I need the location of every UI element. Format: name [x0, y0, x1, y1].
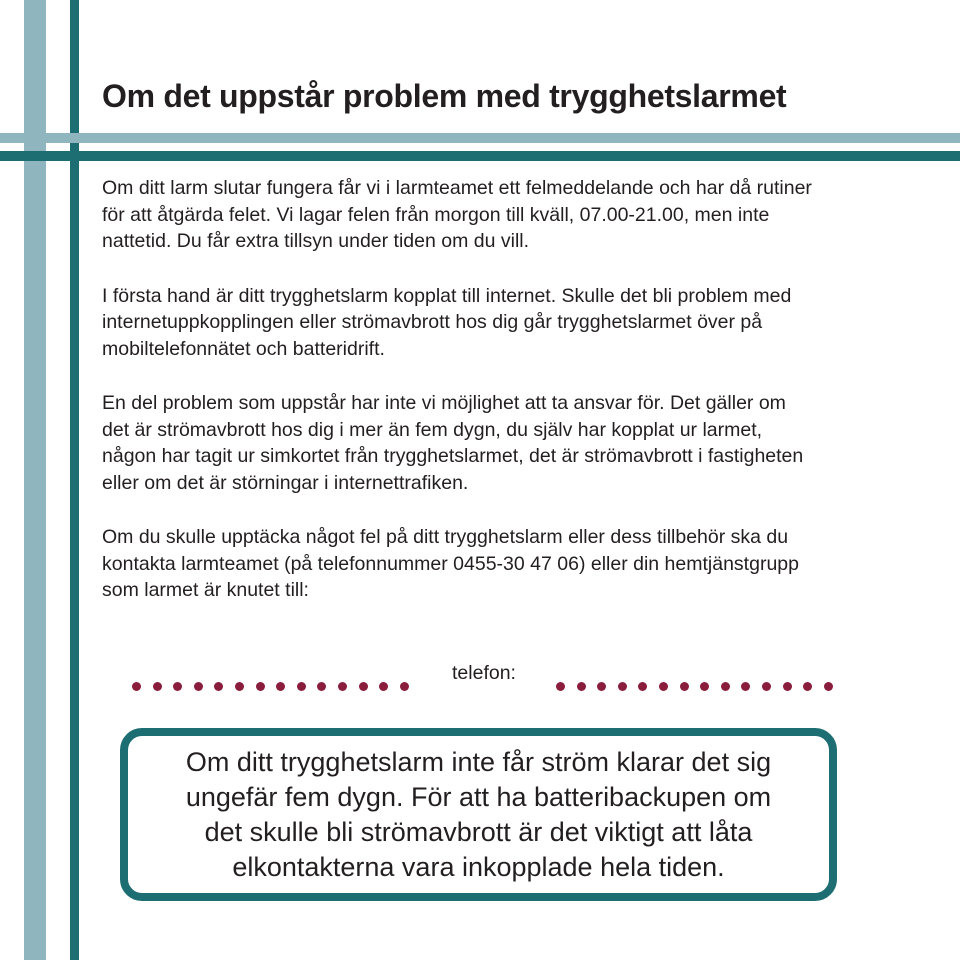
header-stripe-dark — [0, 151, 960, 161]
contact-fill-in-row — [130, 660, 840, 700]
page-title: Om det uppstår problem med trygghetslarmet — [102, 78, 787, 114]
paragraph-line: någon har tagit ur simkortet från trygghetslarmet, det är strömavbrott i fastigheten — [102, 445, 804, 467]
paragraph-line: det är strömavbrott hos dig i mer än fem dygn, du själv har kopplat ur larmet, — [102, 418, 763, 441]
paragraph-line: internetuppkopplingen eller strömavbrott hos dig går trygghetslarmet över på — [102, 311, 763, 333]
notice-line: det skulle bli strömavbrott är det viktigt att låta — [204, 816, 753, 847]
paragraph-line: I första hand är ditt trygghetslarm kopplat till internet. Skulle det bli problem med — [102, 284, 792, 307]
phone-number-blank[interactable] — [556, 682, 833, 692]
header-stripe-light — [0, 133, 960, 143]
notice-line: ungefär fem dygn. För att ha batteribackupen om — [185, 781, 772, 812]
paragraph-line: En del problem som uppstår har inte vi möjlighet att ta ansvar för. Det gäller om — [102, 392, 786, 414]
group-name-blank[interactable] — [132, 682, 409, 692]
paragraph-line: Om ditt larm slutar fungera får vi i larmteamet ett felmeddelande och har då rutiner — [102, 177, 812, 199]
paragraph-line: nattetid. Du får extra tillsyn under tiden om du vill. — [102, 230, 530, 252]
paragraph-line: eller om det är störningar i internettrafiken. — [102, 471, 469, 494]
paragraph-responsibility — [102, 390, 902, 496]
left-stripe-dark — [70, 0, 79, 960]
paragraph-line: för att åtgärda felet. Vi lagar felen från morgon till kväll, 07.00-21.00, men inte — [102, 203, 770, 226]
body-text — [102, 175, 902, 604]
paragraph-line: som larmet är knutet till: — [102, 579, 309, 601]
paragraph-contact — [102, 524, 902, 604]
paragraph-connection — [102, 283, 902, 363]
battery-notice-text — [186, 745, 771, 885]
paragraph-line: mobiltelefonnätet och batteridrift. — [102, 337, 385, 360]
paragraph-line: kontakta larmteamet (på telefonnummer 0455-30 47 06) eller din hemtjänstgrupp — [102, 552, 799, 575]
left-stripe-light — [24, 0, 46, 960]
notice-line: elkontakterna vara inkopplade hela tiden. — [232, 851, 725, 882]
battery-notice-box — [120, 728, 837, 901]
paragraph-line: Om du skulle upptäcka något fel på ditt trygghetslarm eller dess tillbehör ska du — [102, 526, 789, 548]
notice-line: Om ditt trygghetslarm inte får ström klarar det sig — [185, 746, 772, 777]
paragraph-fault-handling — [102, 175, 902, 255]
phone-label: telefon: — [452, 662, 516, 684]
